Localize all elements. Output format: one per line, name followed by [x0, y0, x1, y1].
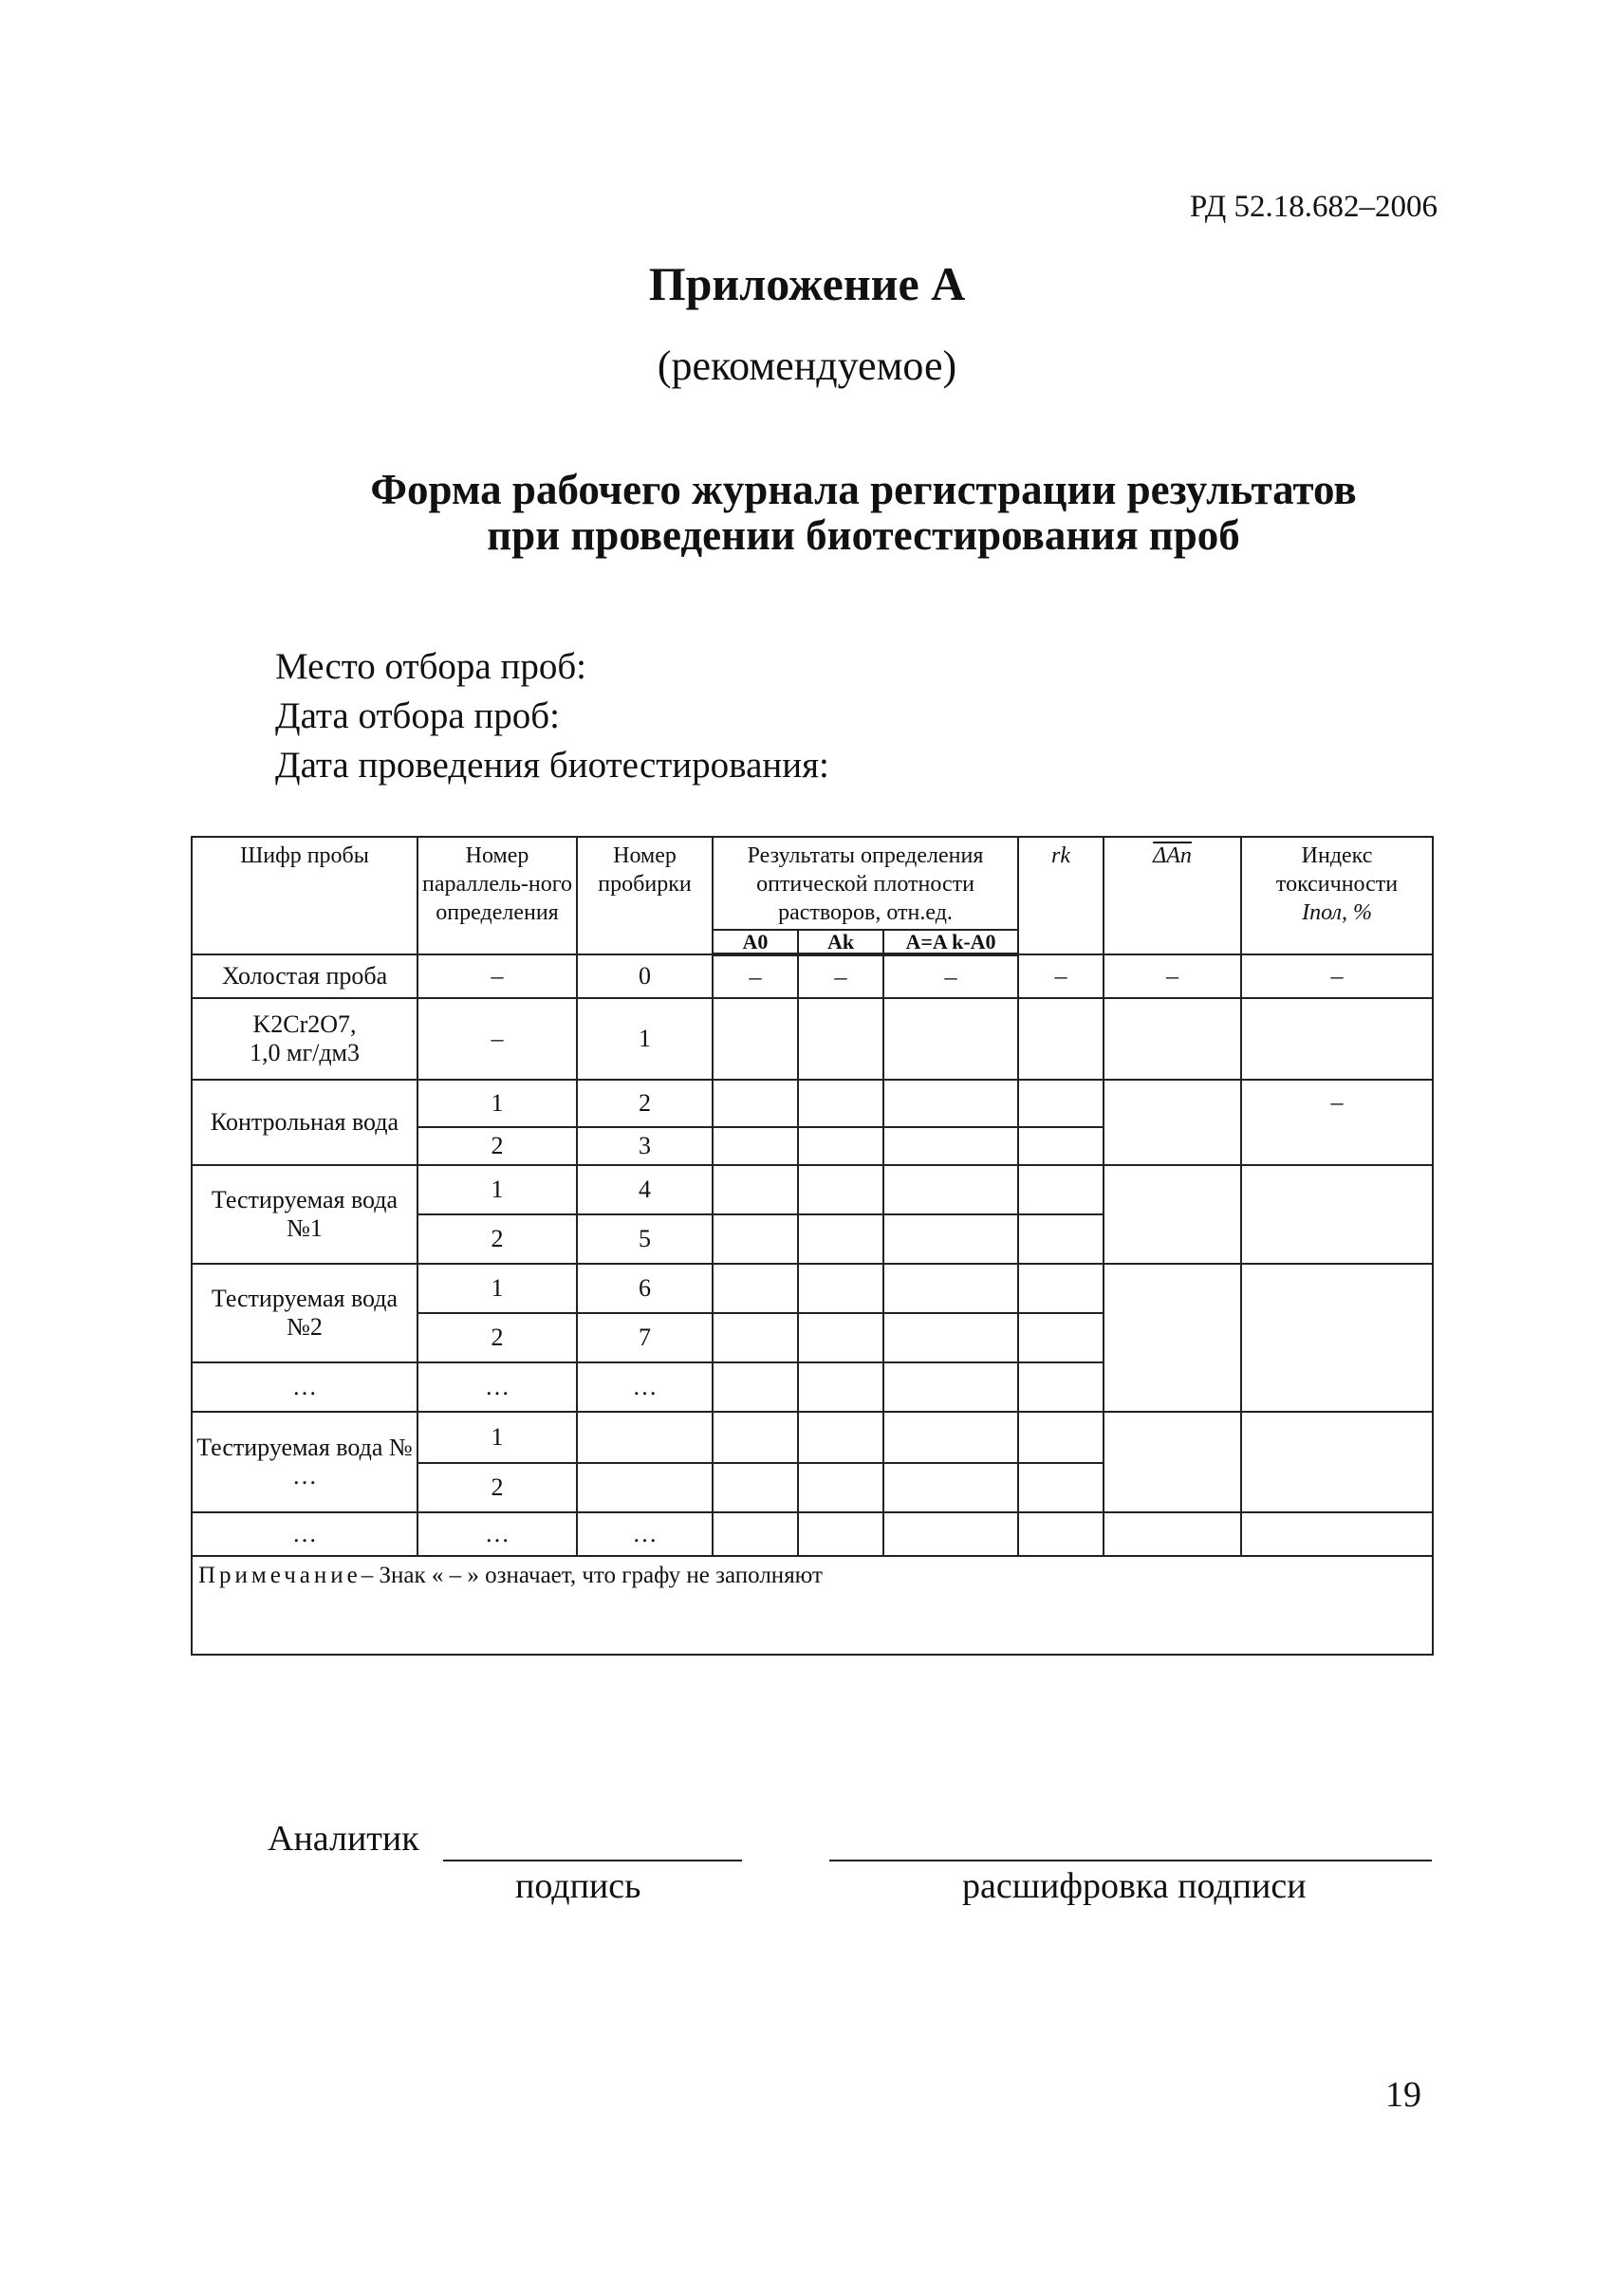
- form-title: [285, 467, 1442, 558]
- ellipsis-delta: [883, 1362, 1018, 1412]
- ellipsis2-delta: [883, 1512, 1018, 1556]
- ellipsis2-label: …: [192, 1512, 417, 1556]
- signature-caption: подпись: [515, 1866, 641, 1906]
- table-row-testn-1: [192, 1412, 1433, 1463]
- form-title-line-1: Форма рабочего журнала регистрации результатов: [370, 466, 1357, 513]
- ellipsis-a0: [713, 1362, 798, 1412]
- testn-a0-2: [713, 1463, 798, 1512]
- header-toxicity-index-line-1: Индекс токсичности: [1275, 843, 1399, 897]
- control-rk-1: [1018, 1080, 1104, 1127]
- blank-delta: –: [883, 954, 1018, 998]
- test2-delta-2: [883, 1313, 1018, 1362]
- control-a0-1: [713, 1080, 798, 1127]
- subheader-ak: Ak: [798, 930, 883, 954]
- testn-rk-2: [1018, 1463, 1104, 1512]
- table-row-test1-1: [192, 1165, 1433, 1214]
- k2cr2o7-parallel: –: [417, 998, 577, 1080]
- test1-a0-1: [713, 1165, 798, 1214]
- table-row-test2-1: [192, 1264, 1433, 1313]
- testn-delta-a: [1104, 1412, 1241, 1512]
- k2cr2o7-index: [1241, 998, 1433, 1080]
- ellipsis2-a0: [713, 1512, 798, 1556]
- blank-label: Холостая проба: [192, 954, 417, 998]
- control-a0-2: [713, 1127, 798, 1165]
- control-ak-2: [798, 1127, 883, 1165]
- k2cr2o7-ak: [798, 998, 883, 1080]
- ellipsis2-index: [1241, 1512, 1433, 1556]
- test2-delta-a: [1104, 1264, 1241, 1412]
- ellipsis-label: …: [192, 1362, 417, 1412]
- appendix-subtitle: (рекомендуемое): [657, 343, 957, 389]
- testn-delta-1: [883, 1412, 1018, 1463]
- ellipsis-parallel: …: [417, 1362, 577, 1412]
- table-row-blank: [192, 954, 1433, 998]
- testn-tube-1: [577, 1412, 713, 1463]
- test2-rk-1: [1018, 1264, 1104, 1313]
- control-parallel-2: 2: [417, 1127, 577, 1165]
- test1-ak-2: [798, 1214, 883, 1264]
- testn-delta-2: [883, 1463, 1018, 1512]
- test1-label: Тестируемая вода №1: [192, 1165, 417, 1264]
- test2-tube-1: 6: [577, 1264, 713, 1313]
- test2-parallel-1: 1: [417, 1264, 577, 1313]
- test2-tube-2: 7: [577, 1313, 713, 1362]
- field-sampling-date: Дата отбора проб:: [275, 695, 560, 736]
- k2cr2o7-label: [192, 998, 417, 1080]
- form-fields: [275, 642, 829, 790]
- control-tube-1: 2: [577, 1080, 713, 1127]
- test1-a0-2: [713, 1214, 798, 1264]
- control-ak-1: [798, 1080, 883, 1127]
- k2cr2o7-tube: 1: [577, 998, 713, 1080]
- page-number: 19: [1385, 2075, 1421, 2115]
- testn-ak-2: [798, 1463, 883, 1512]
- signature-line[interactable]: [443, 1860, 742, 1861]
- note-prefix: Примечание: [198, 1563, 362, 1588]
- test1-delta-2: [883, 1214, 1018, 1264]
- test2-ak-1: [798, 1264, 883, 1313]
- subheader-delta: A=A k-A0: [883, 930, 1018, 954]
- testn-ak-1: [798, 1412, 883, 1463]
- blank-a0: –: [713, 954, 798, 998]
- table-row-note: [192, 1556, 1433, 1655]
- ellipsis-ak: [798, 1362, 883, 1412]
- test1-parallel-2: 2: [417, 1214, 577, 1264]
- appendix-title: Приложение А: [648, 257, 966, 310]
- header-toxicity-index: [1241, 837, 1433, 954]
- header-rk: rk: [1018, 837, 1104, 954]
- control-tube-2: 3: [577, 1127, 713, 1165]
- control-rk-2: [1018, 1127, 1104, 1165]
- table-note: [192, 1556, 1433, 1655]
- document-code: РД 52.18.682–2006: [1189, 190, 1438, 224]
- blank-parallel: –: [417, 954, 577, 998]
- test2-a0-2: [713, 1313, 798, 1362]
- test1-tube-2: 5: [577, 1214, 713, 1264]
- test1-rk-1: [1018, 1165, 1104, 1214]
- table-row-k2cr2o7: [192, 998, 1433, 1080]
- ellipsis2-delta-a: [1104, 1512, 1241, 1556]
- testn-label: Тестируемая вода № …: [192, 1412, 417, 1512]
- journal-table: [191, 836, 1434, 1656]
- header-sample-code: Шифр пробы: [192, 837, 417, 954]
- k2cr2o7-rk: [1018, 998, 1104, 1080]
- test2-parallel-2: 2: [417, 1313, 577, 1362]
- test2-a0-1: [713, 1264, 798, 1313]
- k2cr2o7-label-line-2: 1,0 мг/дм3: [249, 1039, 361, 1066]
- test2-rk-2: [1018, 1313, 1104, 1362]
- ellipsis-tube: …: [577, 1362, 713, 1412]
- control-delta-1: [883, 1080, 1018, 1127]
- testn-rk-1: [1018, 1412, 1104, 1463]
- control-parallel-1: 1: [417, 1080, 577, 1127]
- testn-parallel-1: 1: [417, 1412, 577, 1463]
- test1-rk-2: [1018, 1214, 1104, 1264]
- signature-decode-line[interactable]: [829, 1860, 1432, 1861]
- testn-parallel-2: 2: [417, 1463, 577, 1512]
- header-toxicity-index-line-2: Iпол, %: [1302, 900, 1372, 925]
- subheader-a0: A0: [713, 930, 798, 954]
- blank-tube: 0: [577, 954, 713, 998]
- form-title-line-2: при проведении биотестирования проб: [487, 511, 1240, 559]
- field-testing-date: Дата проведения биотестирования:: [275, 745, 829, 786]
- testn-a0-1: [713, 1412, 798, 1463]
- header-delta-a: $\overline{\Delta An}$: [1104, 837, 1241, 954]
- k2cr2o7-delta: [883, 998, 1018, 1080]
- control-delta-2: [883, 1127, 1018, 1165]
- ellipsis2-rk: [1018, 1512, 1104, 1556]
- k2cr2o7-label-line-1: K2Cr2O7,: [252, 1010, 357, 1038]
- test1-delta-a: [1104, 1165, 1241, 1264]
- ellipsis-rk: [1018, 1362, 1104, 1412]
- ellipsis2-tube: …: [577, 1512, 713, 1556]
- test1-tube-1: 4: [577, 1165, 713, 1214]
- blank-delta-a: –: [1104, 954, 1241, 998]
- testn-index: [1241, 1412, 1433, 1512]
- table-row-control-1: [192, 1080, 1433, 1127]
- blank-index: –: [1241, 954, 1433, 998]
- test2-ak-2: [798, 1313, 883, 1362]
- test2-label: Тестируемая вода №2: [192, 1264, 417, 1362]
- test1-delta-1: [883, 1165, 1018, 1214]
- note-text: – Знак « – » означает, что графу не заполняют: [361, 1563, 823, 1588]
- analyst-label: Аналитик: [268, 1819, 419, 1859]
- k2cr2o7-a0: [713, 998, 798, 1080]
- test1-parallel-1: 1: [417, 1165, 577, 1214]
- control-index: –: [1241, 1080, 1433, 1165]
- blank-rk: –: [1018, 954, 1104, 998]
- table-row-ellipsis-2: [192, 1512, 1433, 1556]
- testn-tube-2: [577, 1463, 713, 1512]
- header-tube-number: Номер пробирки: [577, 837, 713, 954]
- ellipsis2-parallel: …: [417, 1512, 577, 1556]
- test1-ak-1: [798, 1165, 883, 1214]
- test2-delta-1: [883, 1264, 1018, 1313]
- header-parallel-number: Номер параллель-ного определения: [417, 837, 577, 954]
- ellipsis2-ak: [798, 1512, 883, 1556]
- control-delta-a: [1104, 1080, 1241, 1165]
- test1-index: [1241, 1165, 1433, 1264]
- header-results: Результаты определения оптической плотности растворов, отн.ед.: [713, 837, 1018, 930]
- control-label: Контрольная вода: [192, 1080, 417, 1165]
- k2cr2o7-delta-a: [1104, 998, 1241, 1080]
- field-sampling-place: Место отбора проб:: [275, 646, 587, 687]
- signature-decode-caption: расшифровка подписи: [962, 1866, 1307, 1906]
- blank-ak: –: [798, 954, 883, 998]
- test2-index: [1241, 1264, 1433, 1412]
